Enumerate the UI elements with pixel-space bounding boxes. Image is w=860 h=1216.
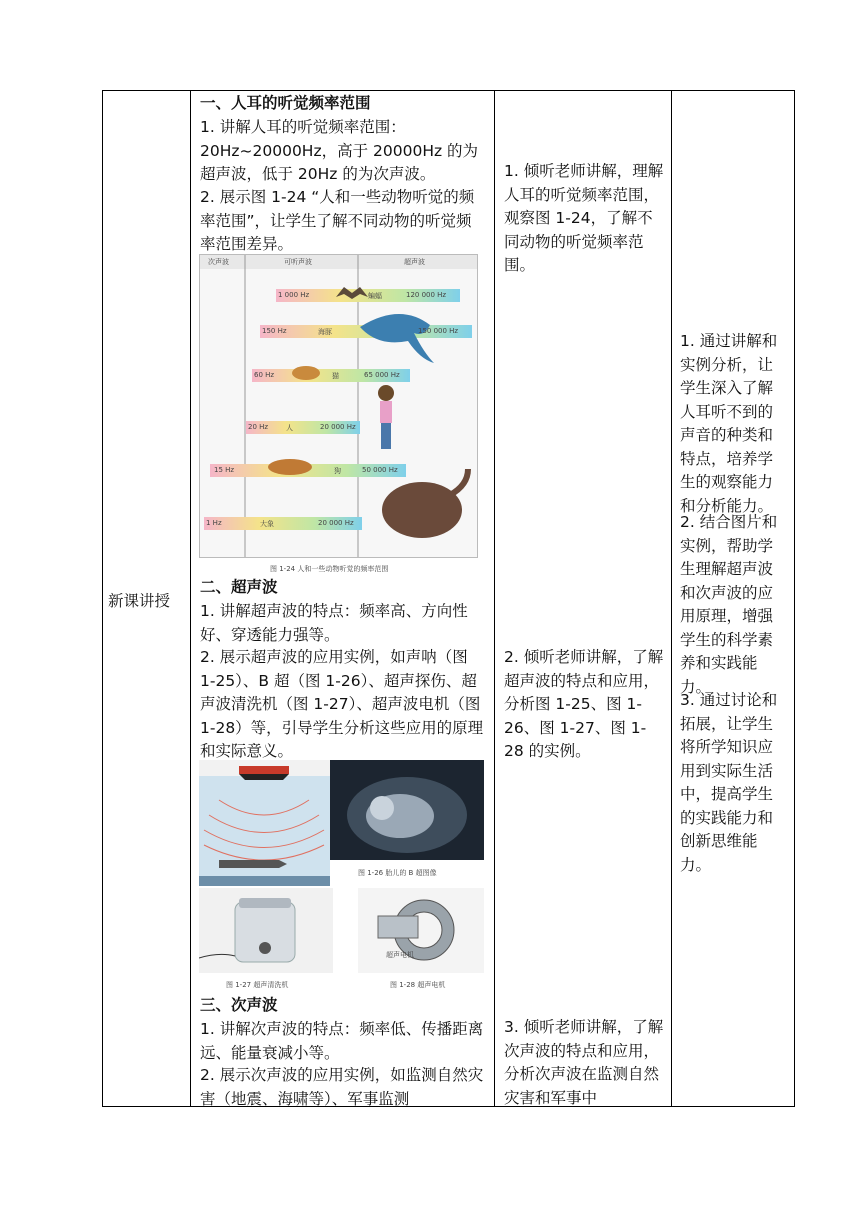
- table-divider-3: [671, 90, 672, 1107]
- table-divider-1: [190, 90, 191, 1107]
- dolphin-name: 海豚: [318, 328, 332, 336]
- hearing-range-chart: [200, 255, 477, 557]
- bat-high: 120 000 Hz: [406, 291, 447, 299]
- ultrasound-image: [330, 760, 484, 860]
- elephant-high: 20 000 Hz: [318, 519, 354, 527]
- human-high: 20 000 Hz: [320, 423, 356, 431]
- student-activity-1: 1. 倾听老师讲解，理解人耳的听觉频率范围，观察图 1-24，了解不同动物的听觉频率范围。: [504, 162, 664, 274]
- figure-1-26-b-scan: [330, 760, 484, 860]
- design-intent-3: 3. 通过讨论和拓展，让学生将所学知识应用到实际生活中，提高学生的实践能力和创新思维能力。: [680, 691, 778, 874]
- dog-low: 15 Hz: [214, 466, 235, 474]
- motor-label: 超声电机: [386, 951, 414, 959]
- ultrasonic-motor-image: [358, 888, 484, 973]
- ultrasonic-cleaner-image: [199, 888, 333, 973]
- dog-name: 狗: [334, 467, 341, 475]
- section-2-para-2: 2. 展示超声波的应用实例，如声呐（图 1-25）、B 超（图 1-26）、超声探伤、超声波清洗机（图 1-27）、超声波电机（图 1-28）等，引导学生分析这些应用的原理和实际意义。: [200, 648, 484, 760]
- fig127-caption: 图 1-27 超声清洗机: [226, 981, 289, 989]
- row-label: 新课讲授: [108, 592, 171, 610]
- student-activity-2: 2. 倾听老师讲解，了解超声波的特点和应用，分析图 1-25、图 1-26、图 1-27、图 1-28 的实例。: [504, 648, 664, 760]
- fig124-header-infrasound: 次声波: [208, 258, 229, 266]
- elephant-low: 1 Hz: [206, 519, 222, 527]
- figure-1-28-motor: [358, 888, 484, 973]
- dog-high: 50 000 Hz: [362, 466, 398, 474]
- figure-1-27-cleaner: [199, 888, 333, 973]
- table-divider-2: [494, 90, 495, 1107]
- girl-icon: [378, 385, 394, 401]
- bat-name: 蝙蝠: [368, 292, 382, 300]
- design-intent-2: 2. 结合图片和实例，帮助学生理解超声波和次声波的应用原理，增强学生的科学素养和实践能力。: [680, 513, 778, 696]
- human-low: 20 Hz: [248, 423, 269, 431]
- table-border-right: [794, 90, 795, 1107]
- fig128-caption: 图 1-28 超声电机: [390, 981, 446, 989]
- submarine-icon: [219, 860, 287, 868]
- section-1-para-2: 2. 展示图 1-24 “人和一些动物听觉的频率范围”，让学生了解不同动物的听觉频率范围差异。: [200, 188, 475, 253]
- dog-icon: [268, 459, 312, 475]
- cat-low: 60 Hz: [254, 371, 275, 379]
- section-3-title: 三、次声波: [200, 996, 278, 1014]
- section-1-para-1: 1. 讲解人耳的听觉频率范围：20Hz~20000Hz，高于 20000Hz 的为超声波，低于 20Hz 的为次声波。: [200, 118, 479, 183]
- fig124-caption: 图 1-24 人和一些动物听觉的频率范围: [270, 565, 389, 573]
- section-1-title: 一、人耳的听觉频率范围: [200, 94, 371, 112]
- elephant-icon: [382, 482, 462, 538]
- figure-1-24: [199, 254, 478, 558]
- cat-name: 猫: [332, 372, 339, 380]
- table-border-left: [102, 90, 103, 1107]
- section-2-title: 二、超声波: [200, 578, 278, 596]
- table-border-top: [102, 90, 795, 91]
- cat-high: 65 000 Hz: [364, 371, 400, 379]
- fig124-header-audible: 可听声波: [284, 258, 312, 266]
- cat-icon: [292, 366, 320, 380]
- human-name: 人: [286, 424, 293, 432]
- figure-1-25-sonar: [199, 760, 330, 886]
- sonar-illustration: [199, 760, 330, 886]
- fig124-header-ultrasound: 超声波: [404, 258, 425, 266]
- bat-low: 1 000 Hz: [278, 291, 310, 299]
- section-3-para-1: 1. 讲解次声波的特点：频率低、传播距离远、能量衰减小等。: [200, 1020, 484, 1062]
- student-activity-3: 3. 倾听老师讲解，了解次声波的特点和应用，分析次声波在监测自然灾害和军事中: [504, 1018, 664, 1106]
- dolphin-high: 150 000 Hz: [418, 327, 459, 335]
- section-2-para-1: 1. 讲解超声波的特点：频率高、方向性好、穿透能力强等。: [200, 602, 468, 644]
- elephant-name: 大象: [260, 520, 274, 528]
- dolphin-low: 150 Hz: [262, 327, 287, 335]
- section-3-para-2: 2. 展示次声波的应用实例，如监测自然灾害（地震、海啸等）、军事监测: [200, 1066, 484, 1108]
- dolphin-icon: [360, 314, 434, 363]
- design-intent-1: 1. 通过讲解和实例分析，让学生深入了解人耳听不到的声音的种类和特点，培养学生的观察能力和分析能力。: [680, 332, 778, 515]
- fig126-caption: 图 1-26 胎儿的 B 超图像: [358, 869, 437, 877]
